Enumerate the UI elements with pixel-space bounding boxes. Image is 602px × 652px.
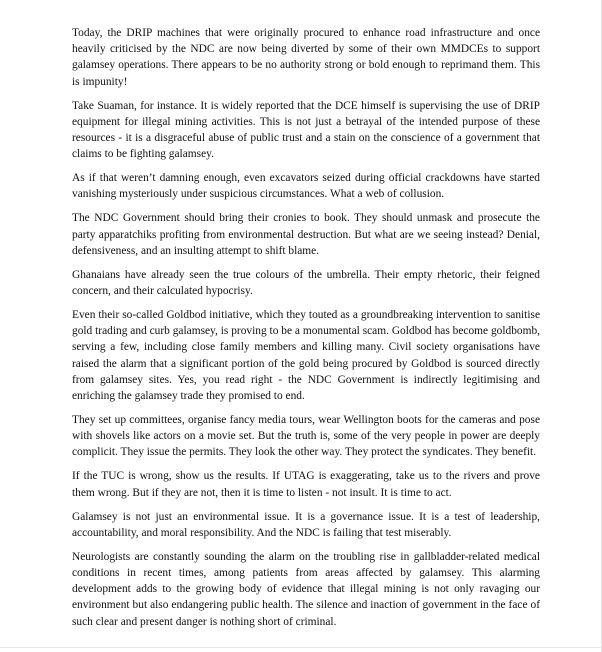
paragraph-cronies: The NDC Government should bring their cronies to book. They should unmask and prosecute the party apparatchiks profiting from environmental destruction. But what are we seeing instead? Denial, defensiveness, and an insulting attempt to shift blame. <box>72 212 540 257</box>
paragraph-suaman: Take Suaman, for instance. It is widely reported that the DCE himself is supervising the use of DRIP equipment for illegal mining activities. This is not just a betrayal of the intended purpose of these resources - it is a disgraceful abuse of public trust and a stain on the conscience of a government that claims to be fighting galamsey. <box>72 99 540 161</box>
paragraph-tuc-utag: If the TUC is wrong, show us the results. If UTAG is exaggerating, take us to the rivers and prove them wrong. But if they are not, then it is time to listen - not insult. It is time to act. <box>72 470 540 499</box>
paragraph-drip-machines: Today, the DRIP machines that were originally procured to enhance road infrastructure and once heavily criticised by the NDC are now being diverted by some of their own MMDCEs to support galamsey operations. There appears to be no authority strong or bold enough to reprimand them. This is impunity! <box>72 27 540 88</box>
paragraph-excavators: As if that weren’t damning enough, even excavators seized during official crackdowns have started vanishing mysteriously under suspicious circumstances. What a web of collusion. <box>72 172 540 201</box>
paragraph-goldbod: Even their so-called Goldbod initiative, which they touted as a groundbreaking intervention to sanitise gold trading and curb galamsey, is proving to be a monumental scam. Goldbod has become goldbomb, serving a few, including close family members and killing many. Civil society organisations have raised the alarm that a significant portion of the gold being procured by Goldbod is sourced directly from galamsey sites. Yes, you read right - the NDC Government is indirectly legitimising and enriching the galamsey trade they promised to end. <box>72 309 540 403</box>
document-body <box>72 25 540 638</box>
paragraph-umbrella: Ghanaians have already seen the true colours of the umbrella. Their empty rhetoric, their feigned concern, and their calculated hypocrisy. <box>72 268 540 298</box>
paragraph-neurologists: Neurologists are constantly sounding the alarm on the troubling rise in gallbladder-related medical conditions in recent times, among patients from areas affected by galamsey. This alarming development adds to the growing body of evidence that illegal mining is not only ravaging our environment but also endangering public health. The silence and inaction of government in the face of such clear and present danger is nothing short of criminal. <box>72 550 540 628</box>
paragraph-governance: Galamsey is not just an environmental issue. It is a governance issue. It is a test of leadership, accountability, and moral responsibility. And the NDC is failing that test miserably. <box>72 510 540 539</box>
paragraph-committees: They set up committees, organise fancy media tours, wear Wellington boots for the cameras and pose with shovels like actors on a movie set. But the truth is, some of the very people in power are deeply complicit. They issue the permits. They look the other way. They protect the syndicates. They benefit. <box>72 414 540 459</box>
page-edge-bottom <box>0 647 602 648</box>
